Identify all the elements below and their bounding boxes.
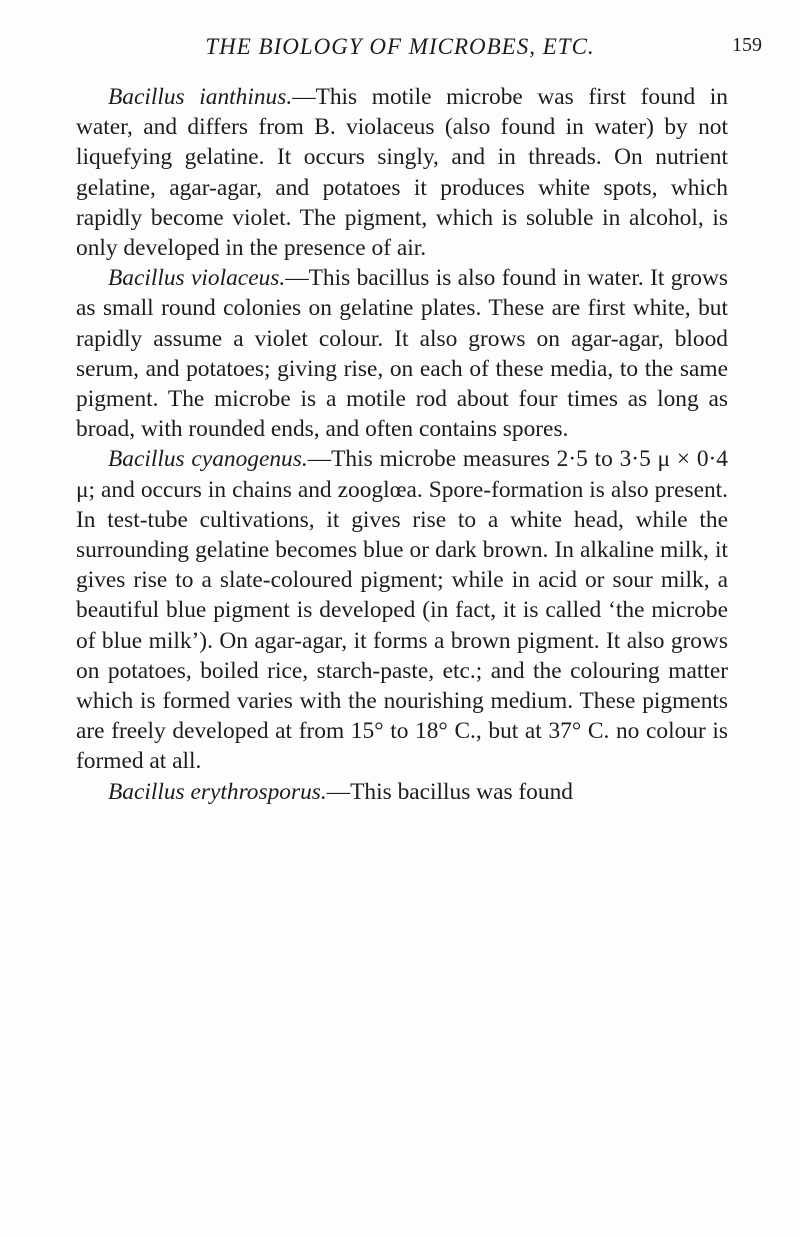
paragraph-bacillus-violaceus <box>76 263 728 444</box>
paragraph-bacillus-cyanogenus <box>76 444 728 776</box>
species-heading: Bacillus violaceus. <box>108 265 286 292</box>
paragraph-bacillus-ianthinus <box>76 82 728 263</box>
body-text <box>76 82 728 807</box>
paragraph-text: —This bacillus was found <box>326 778 573 805</box>
species-heading: Bacillus ianthinus. <box>108 84 293 110</box>
paragraph-bacillus-erythrosporus <box>76 777 728 807</box>
species-heading: Bacillus erythrosporus. <box>108 778 327 805</box>
paragraph-text: —This motile microbe was first found in water, and differs from B. violaceus (also found in water) by not liquefying gelatine. It occurs singly, and in threads. On nutrient gelatine, agar-agar, and potatoes it produces white spots, which rapidly become violet. The pigment, which is soluble in alcohol, is only developed in the presence of air. <box>76 84 728 262</box>
page-number: 159 <box>732 34 762 56</box>
species-heading: Bacillus cyanogenus. <box>108 446 308 473</box>
paragraph-text: —This microbe measures 2·5 to 3·5 μ × 0·4 μ; and occurs in chains and zooglœa. Spore-formation is also present. In test-tube cultivations, it gives rise to a white head, while the surrounding gelatine becomes blue or dark brown. In alkaline milk, it gives rise to a slate-coloured pigment; while in acid or sour milk, a beautiful blue pigment is developed (in fact, it is called ‘the microbe of blue milk’). On agar-agar, it forms a brown pigment. It also grows on potatoes, boiled rice, starch-paste, etc.; and the colouring matter which is formed varies with the nourishing medium. These pigments are freely developed at from 15° to 18° C., but at 37° C. no colour is formed at all. <box>76 446 728 775</box>
page-header <box>40 34 760 64</box>
paragraph-text: —This bacillus is also found in water. It grows as small round colonies on gelatine plates. These are first white, but rapidly assume a violet colour. It also grows on agar-agar, blood serum, and potatoes; giving rise, on each of these media, to the same pigment. The microbe is a motile rod about four times as long as broad, with rounded ends, and often contains spores. <box>76 265 728 443</box>
running-title: THE BIOLOGY OF MICROBES, ETC. <box>205 34 595 59</box>
